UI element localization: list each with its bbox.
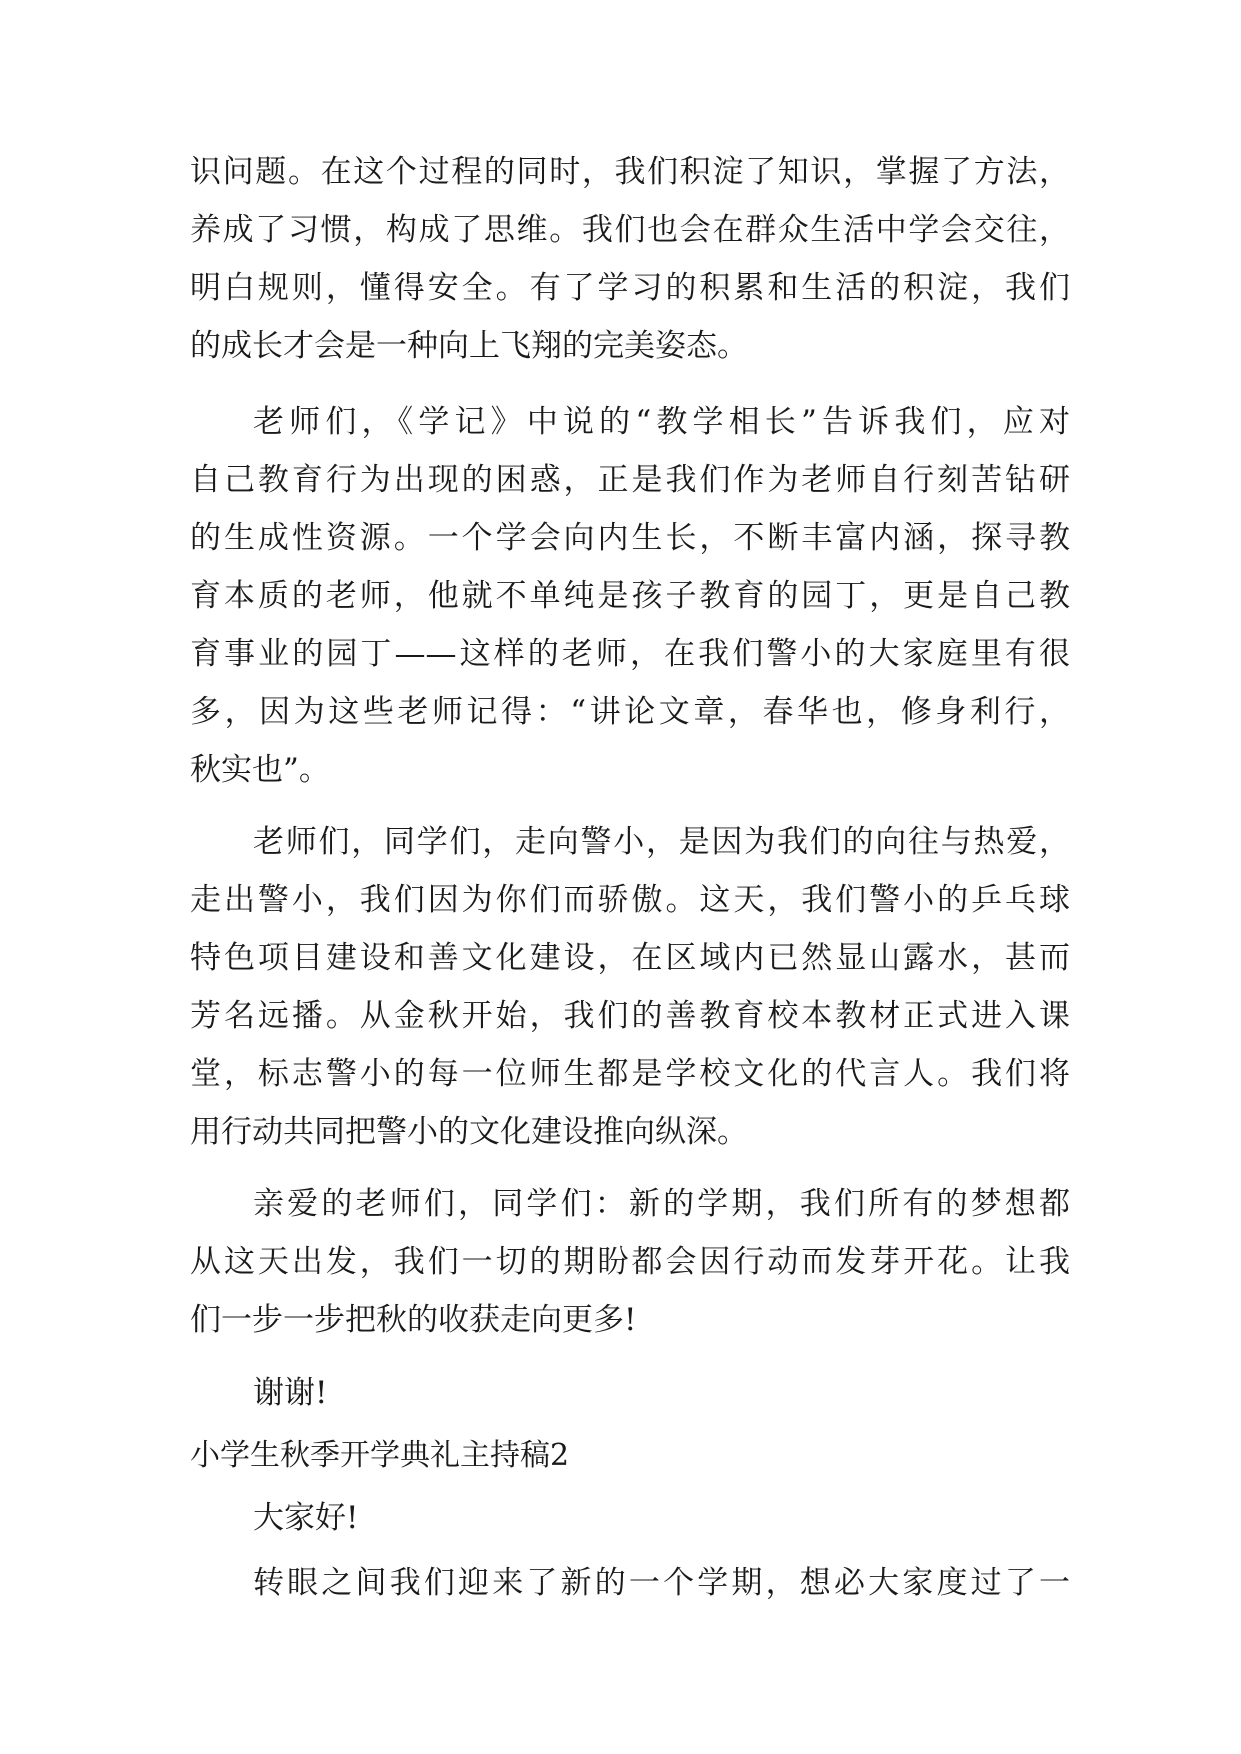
text-line: 的生成性资源。一个学会向内生长，不断丰富内涵，探寻教 [190, 520, 1070, 556]
text-line: 育本质的老师，他就不单纯是孩子教育的园丁，更是自己教 [190, 578, 1070, 614]
text-line: 养成了习惯，构成了思维。我们也会在群众生活中学会交往， [190, 212, 1070, 248]
section-heading: 小学生秋季开学典礼主持稿2 [190, 1438, 570, 1473]
text-line: 的成长才会是一种向上飞翔的完美姿态。 [190, 328, 748, 364]
text-line: 走出警小，我们因为你们而骄傲。这天，我们警小的乒乓球 [190, 882, 1070, 918]
text-line: 亲爱的老师们，同学们：新的学期，我们所有的梦想都 [253, 1186, 1070, 1222]
text-line: 多，因为这些老师记得：“讲论文章，春华也，修身利行， [190, 694, 1070, 730]
text-line: 用行动共同把警小的文化建设推向纵深。 [190, 1114, 748, 1150]
text-line: 自己教育行为出现的困惑，正是我们作为老师自行刻苦钻研 [190, 462, 1070, 498]
text-line: 老师们，《学记》中说的“教学相长”告诉我们，应对 [253, 404, 1070, 440]
text-line: 特色项目建设和善文化建设，在区域内已然显山露水，甚而 [190, 940, 1070, 976]
text-line: 们一步一步把秋的收获走向更多! [190, 1302, 637, 1338]
text-line: 识问题。在这个过程的同时，我们积淀了知识，掌握了方法， [190, 154, 1070, 190]
text-line: 育事业的园丁——这样的老师，在我们警小的大家庭里有很 [190, 636, 1070, 672]
text-line: 转眼之间我们迎来了新的一个学期，想必大家度过了一 [253, 1565, 1070, 1601]
text-line: 秋实也”。 [190, 752, 330, 788]
text-line: 大家好! [253, 1500, 359, 1536]
text-line: 明白规则，懂得安全。有了学习的积累和生活的积淀，我们 [190, 270, 1070, 306]
text-line: 堂，标志警小的每一位师生都是学校文化的代言人。我们将 [190, 1056, 1070, 1092]
text-line: 谢谢! [253, 1375, 328, 1411]
text-line: 从这天出发，我们一切的期盼都会因行动而发芽开花。让我 [190, 1244, 1070, 1280]
text-line: 老师们，同学们，走向警小，是因为我们的向往与热爱， [253, 824, 1070, 860]
text-line: 芳名远播。从金秋开始，我们的善教育校本教材正式进入课 [190, 998, 1070, 1034]
